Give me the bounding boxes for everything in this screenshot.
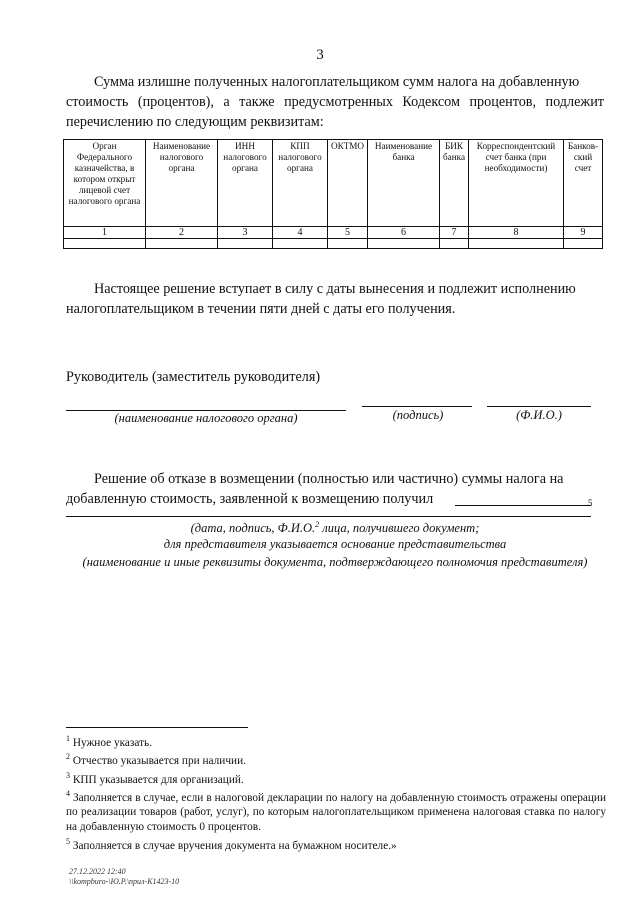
footnote-text: КПП указывается для организаций. bbox=[70, 773, 244, 786]
fio-caption: (Ф.И.О.) bbox=[516, 408, 562, 422]
column-number: 1 bbox=[64, 227, 146, 239]
empty-cell bbox=[146, 239, 218, 249]
empty-cell bbox=[440, 239, 469, 249]
recipient-line-long bbox=[66, 516, 591, 517]
header-cell: ИНН налогового органа bbox=[218, 140, 273, 227]
empty-cell bbox=[273, 239, 328, 249]
footnote-sup-2: 2 bbox=[315, 520, 320, 529]
header-cell: КПП налогового органа bbox=[273, 140, 328, 227]
footnote-mark: 4 bbox=[66, 789, 70, 799]
column-number: 7 bbox=[440, 227, 469, 239]
header-cell: Орган Федерального казначейства, в котором открыт лицевой счет налогового органа bbox=[64, 140, 146, 227]
decision-line-1: Настоящее решение вступает в силу с даты вынесения и подлежит исполнению bbox=[94, 281, 576, 297]
header-cell: ОКТМО bbox=[328, 140, 368, 227]
column-number: 5 bbox=[328, 227, 368, 239]
intro-line-1: Сумма излишне полученных налогоплательщиком сумм налога на добавленную bbox=[94, 74, 580, 90]
footnote-mark: 1 bbox=[66, 734, 70, 743]
footnote-mark-5: 5 bbox=[588, 498, 593, 508]
column-number: 3 bbox=[218, 227, 273, 239]
footnote-text: Нужное указать. bbox=[70, 736, 153, 749]
empty-cell bbox=[64, 239, 146, 249]
footnote-text: Отчество указывается при наличии. bbox=[70, 755, 246, 768]
print-stamp bbox=[69, 867, 179, 887]
receipt-caption-1a: (дата, подпись, Ф.И.О. bbox=[190, 521, 316, 536]
footnote-3 bbox=[66, 769, 606, 787]
footnote-mark: 2 bbox=[66, 752, 70, 762]
stamp-path: \\kompburo-\Ю.Р.\прил-К1423-10 bbox=[69, 877, 180, 886]
requisites-table bbox=[63, 139, 603, 249]
table-number-row bbox=[64, 227, 603, 239]
header-cell: Наименование банка bbox=[368, 140, 440, 227]
stamp-date: 27.12.2022 12:40 bbox=[69, 867, 126, 876]
footnote-separator bbox=[66, 727, 248, 728]
header-cell: БИК банка bbox=[440, 140, 469, 227]
column-number: 8 bbox=[469, 227, 564, 239]
decision-paragraph bbox=[66, 279, 604, 319]
receipt-caption-1 bbox=[66, 520, 604, 536]
empty-cell bbox=[469, 239, 564, 249]
signature-caption: (подпись) bbox=[392, 408, 444, 422]
intro-rest: стоимость (процентов), а также предусмотренных Кодексом процентов, подлежит перечислению по следующим реквизитам: bbox=[66, 94, 604, 130]
intro-paragraph bbox=[66, 72, 604, 132]
org-name-caption: (наименование налогового органа) bbox=[114, 411, 298, 425]
receipt-caption-3: (наименование и иные реквизиты документа, подтверждающего полномочия представителя) bbox=[82, 555, 588, 569]
footnote-1 bbox=[66, 732, 606, 750]
column-number: 9 bbox=[564, 227, 603, 239]
column-number: 2 bbox=[146, 227, 218, 239]
footnote-mark: 3 bbox=[66, 770, 70, 780]
header-cell: Наименование налогового органа bbox=[146, 140, 218, 227]
recipient-line-short bbox=[455, 505, 591, 506]
fio-line bbox=[487, 406, 591, 407]
footnote-text: Заполняется в случае, если в налоговой декларации по налогу на добавленную стоимость отражены операции по реализации товаров (работ, услуг), по которым налогоплательщиком применена налоговая ставка по налогу на добавленную стоимость 0 процентов. bbox=[66, 791, 606, 834]
footnote-text: Заполняется в случае вручения документа на бумажном носителе.» bbox=[70, 839, 397, 852]
signature-line bbox=[362, 406, 472, 407]
receipt-caption-2: для представителя указывается основание представительства bbox=[163, 537, 507, 551]
column-number: 4 bbox=[273, 227, 328, 239]
footnote-2 bbox=[66, 750, 606, 768]
footnote-mark: 5 bbox=[66, 836, 70, 846]
column-number: 6 bbox=[368, 227, 440, 239]
footnote-4 bbox=[66, 787, 606, 835]
refusal-line-2: добавленную стоимость, заявленной к возмещению получил bbox=[66, 491, 434, 507]
refusal-paragraph bbox=[66, 469, 604, 489]
footnotes bbox=[66, 732, 606, 853]
receipt-caption-1b: лица, получившего документ; bbox=[319, 521, 480, 536]
empty-cell bbox=[368, 239, 440, 249]
empty-cell bbox=[218, 239, 273, 249]
empty-cell bbox=[328, 239, 368, 249]
refusal-line-1: Решение об отказе в возмещении (полностью или частично) суммы налога на bbox=[94, 471, 564, 487]
empty-cell bbox=[564, 239, 603, 249]
footnote-5 bbox=[66, 835, 606, 853]
page-number: 3 bbox=[316, 47, 324, 63]
decision-rest: налогоплательщиком в течении пяти дней с даты его получения. bbox=[66, 301, 456, 317]
header-cell: Банков-ский счет bbox=[564, 140, 603, 227]
head-label: Руководитель (заместитель руководителя) bbox=[66, 369, 321, 385]
table-header-row bbox=[64, 140, 603, 227]
table-empty-row bbox=[64, 239, 603, 249]
header-cell: Корреспондентский счет банка (при необходимости) bbox=[469, 140, 564, 227]
